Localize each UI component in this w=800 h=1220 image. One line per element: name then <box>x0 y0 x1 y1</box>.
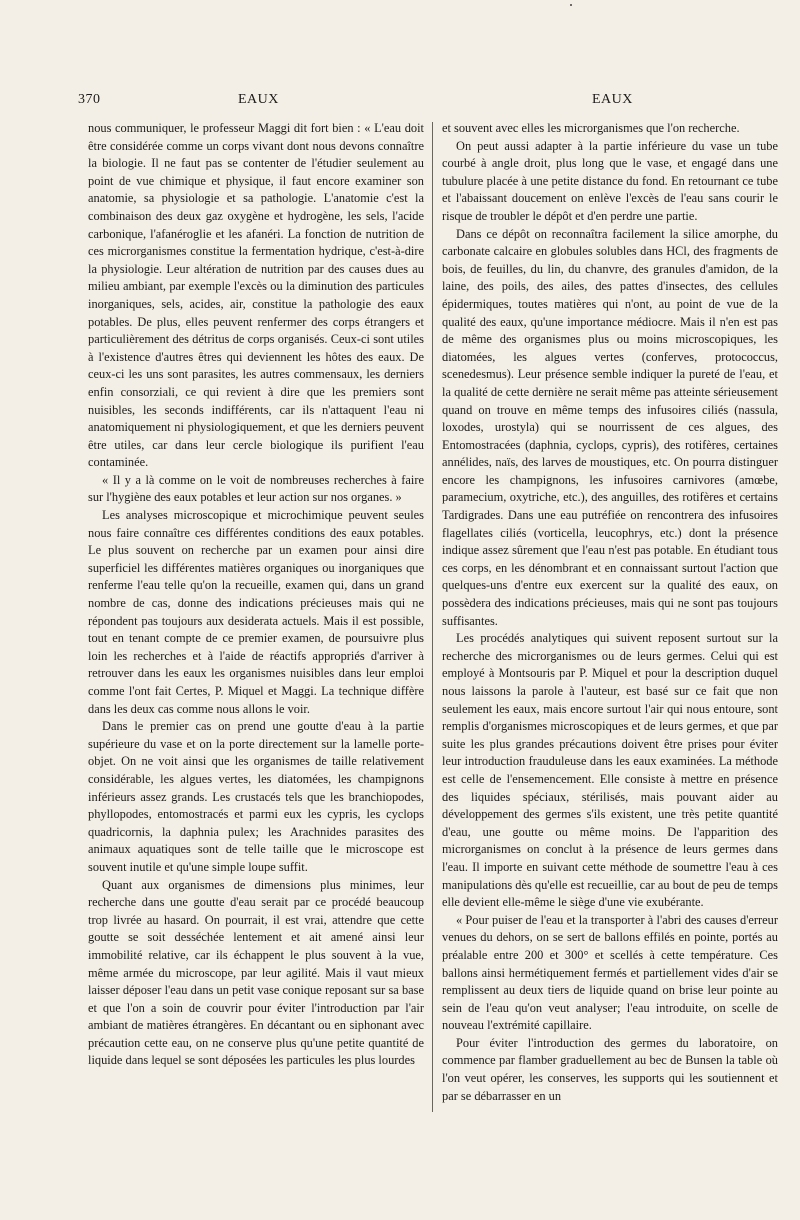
paragraph: Les analyses microscopique et microchimique peuvent seules nous faire connaître ces différentes conditions des eaux potables. Le plus souvent on recherche par un examen pour ainsi dire superficiel les différentes matières organiques ou inorganiques que renferme l'eau telle qu'on la recueille, examen qui, dans un grand nombre de cas, donne des indications précieuses mais qui ne répondent pas toujours aux desiderata actuels. Mais il est possible, tout en tenant compte de ce premier examen, de poursuivre plus loin les recherches et à l'aide de réactifs appropriés d'arriver à retrouver dans les eaux les organismes nuisibles dans leur emploi comme l'ont fait Certes, P. Miquel et Maggi. La technique diffère dans les deux cas comme nous allons le voir. <box>88 508 424 716</box>
paragraph: nous communiquer, le professeur Maggi dit fort bien : « L'eau doit être considérée comme un corps vivant dont nous devons connaître la biologie. Il ne faut pas se contenter de l'étudier seulement au point de vue chimique et physique, il faut encore examiner son anatomie, sa physiologie et sa pathologie. L'anatomie c'est la combinaison des deux gaz oxygène et hydrogène, les sels, l'acide carbonique, l'afanéroglie et les afanéri. La fonction de nutrition de ces microrganismes constitue la fermentation hydrique, c'est-à-dire la physiologie. Leur altération de nutrition par des causes dues au milieu ambiant, par exemple l'excès ou la diminution des particules inorganiques, sels, acides, air, constitue la pathologie des eaux potables. De plus, elles peuvent renfermer des corps étrangers et particulièrement des détritus de corps organisés. Ceux-ci sont utiles à l'existence d'autres êtres qui deviennent les hôtes des eaux. De ceux-ci les uns sont parasites, les autres commensaux, les derniers enfin consorziali, ce qui revient à dire que les premiers sont nuisibles, les seconds indifférents, car ils n'attaquent l'eau ni anatomiquement ni physiologiquement, et que les derniers peuvent être utiles, car dans leur cercle biologique ils purifient l'eau contaminée. <box>88 121 424 470</box>
left-running-title: EAUX <box>238 92 279 107</box>
page-number: 370 <box>78 92 101 107</box>
paragraph: Pour éviter l'introduction des germes du laboratoire, on commence par flamber graduellement au bec de Bunsen la table où l'on veut opérer, les conserves, les supports qui les soutiennent et par se débarrasser en un <box>442 1035 778 1103</box>
paragraph: Quant aux organismes de dimensions plus minimes, leur recherche dans une goutte d'eau serait par ce procédé beaucoup trop livrée au hasard. On pourrait, il est vrai, attendre que cette goutte se soit desséchée lentement et ait amené ainsi leur immobilité relative, car ils échappent le plus souvent à la vue, même armée du microscope, par leur agilité. Mais il vaut mieux laisser déposer l'eau dans un petit vase conique reposant sur sa base et que l'on a soin de couvrir pour éviter l'introduction par l'air ambiant de matières étrangères. En décantant ou en siphonant avec précaution cette eau, on ne conserve plus qu'une petite quantité de liquide dans lequel se sont déposées les particules les plus lourdes <box>88 877 424 1068</box>
right-running-title: EAUX <box>592 92 633 107</box>
paragraph: Dans ce dépôt on reconnaîtra facilement la silice amorphe, du carbonate calcaire en globules solubles dans HCl, des fragments de bois, de feuilles, du lin, du chanvre, des granules d'amidon, de la laine, des poils, des ailes, des pattes d'insectes, des cellules épidermiques, toutes matières qui n'ont, au point de vue de la qualité des eaux, qu'une importance médiocre. Mais il n'en est pas de même des organismes plus ou moins microscopiques, les diatomées, les algues vertes (conferves, protococcus, scenedesmus). Leur présence semble indiquer la pureté de l'eau, et la qualité de cette dernière ne serait même pas atteinte sérieusement quand on trouve en même temps des infusoires ciliés (nassula, loxodes, urostyla) qui se nourrissent de ces algues, des Entomostracées (daphnia, cyclops, cypris), des rotifères, certaines annélides, naïs, des larves de moustiques, etc. On pourra distinguer encore les champignons, les infusoires carnivores (amœbe, paramecium, oxytriche, etc.), des anguilles, des rotifères et certains Tardigrades. Dans une eau putréfiée on rencontrera des infusoires flagellates ciliés (vorticella, leucophrys, etc.) dont la présence indique assez sûrement que l'eau n'est pas potable. En étudiant tous ces corps, en les dénombrant et en connaissant surtout l'action que quelques-uns d'entre eux exercent sur la qualité des eaux, on possèdera des indications précieuses, mais qui ne sont pas toujours suffisantes. <box>442 226 778 628</box>
paragraph: « Pour puiser de l'eau et la transporter à l'abri des causes d'erreur venues du dehors, on se sert de ballons effilés en pointe, portés au préalable entre 200 et 300° et scellés à cette température. Ces ballons ainsi hermétiquement fermés et partiellement vides d'air se remplissent au deux tiers de liquide quand on brise leur pointe au sein de l'eau qu'on veut analyser; l'eau introduite, on scelle de nouveau l'extrémité capillaire. <box>442 912 778 1033</box>
paragraph: et souvent avec elles les microrganismes que l'on recherche. <box>442 121 740 135</box>
paragraph: Les procédés analytiques qui suivent reposent surtout sur la recherche des microrganismes ou de leurs germes. Celui qui est employé à Montsouris par P. Miquel et pour la description duquel nous laissons la parole à l'auteur, est basé sur ce fait que non seulement les eaux, mais encore surtout l'air qui nous entoure, sont remplis d'organismes microscopiques et de leurs germes, et que par suite les plus grandes précautions doivent être prises pour éviter leur introduction frauduleuse dans les eaux examinées. La méthode est celle de l'ensemencement. Elle consiste à mettre en présence des liquides spéciaux, stérilisés, mais pouvant aider au développement des germes s'ils existent, une très petite quantité d'eau, une goutte ou même moins. De l'apparition des microrganismes on conclut à la présence de leurs germes dans l'eau. Il importe en suivant cette méthode de soumettre l'eau à ces manipulations dès qu'elle est recueillie, car au bout de peu de temps elle devient elle-même le siège d'une vie exubérante. <box>442 631 778 910</box>
column-divider <box>432 122 433 1112</box>
left-column <box>88 120 424 1070</box>
running-header <box>78 92 760 112</box>
paragraph: On peut aussi adapter à la partie inférieure du vase un tube courbé à angle droit, plus long que le vase, et engagé dans une tubulure placée à une petite distance du fond. En retournant ce tube et l'abaissant doucement on enlève l'excès de l'eau sans courir le risque de troubler le dépôt et d'en perdre une partie. <box>442 138 778 223</box>
right-column <box>442 120 778 1105</box>
printing-speck <box>570 4 572 6</box>
paragraph: « Il y a là comme on le voit de nombreuses recherches à faire sur l'hygiène des eaux potables et leur action sur nos organes. » <box>88 472 424 505</box>
paragraph: Dans le premier cas on prend une goutte d'eau à la partie supérieure du vase et on la porte directement sur la lamelle porte-objet. On ne voit ainsi que les organismes de taille relativement considérable, les algues vertes, les diatomées, les champignons inférieurs assez grands. Les crustacés tels que les branchiopodes, phyllopodes, entomostracés et parmi eux les cypris, les cyclops quadricornis, la daphnia pulex; les Arachnides parasites des animaux aquatiques sont de telle taille que le microscope est souvent inutile et qu'une simple loupe suffit. <box>88 719 424 874</box>
